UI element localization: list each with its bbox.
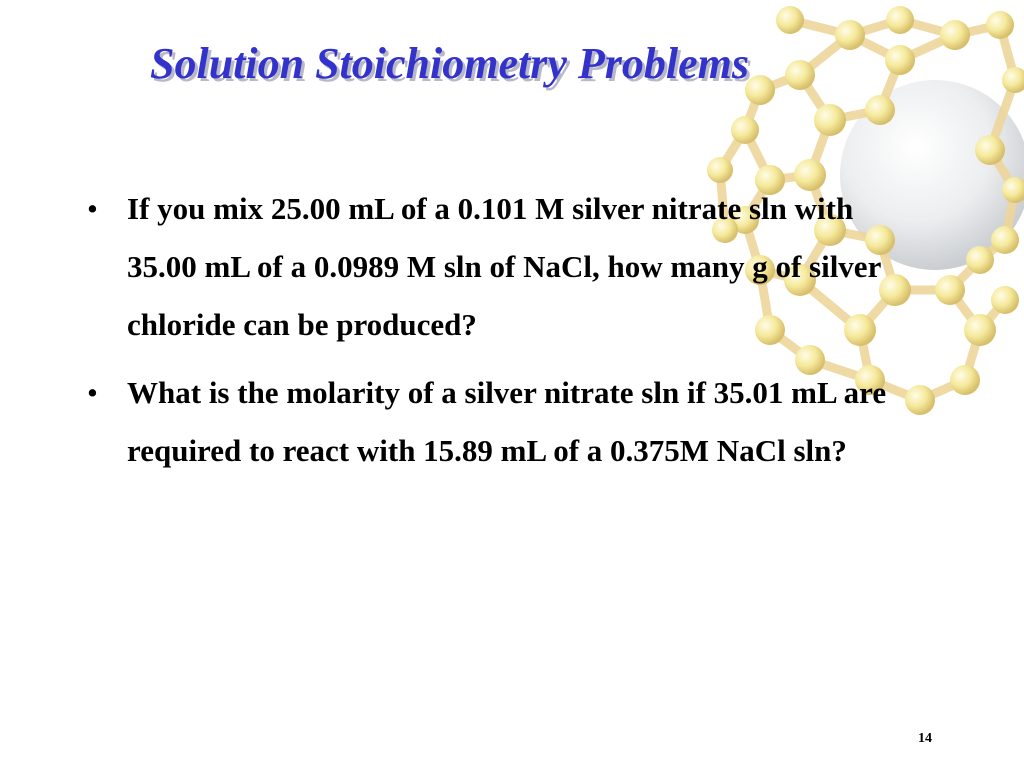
bullet-marker: • bbox=[87, 375, 98, 410]
page-number: 14 bbox=[918, 731, 932, 746]
bullet-item bbox=[85, 364, 925, 480]
bullet-marker: • bbox=[87, 191, 98, 226]
bullet-item bbox=[85, 180, 925, 354]
slide-title: Solution Stoichiometry Problems bbox=[150, 39, 749, 88]
bullet-text: What is the molarity of a silver nitrate sln if 35.01 mL are required to react with 15.89 mL of a 0.375M NaCl sln? bbox=[127, 375, 887, 468]
bullet-text: If you mix 25.00 mL of a 0.101 M silver nitrate sln with 35.00 mL of a 0.0989 M sln of NaCl, how many g of silver chloride can be produced? bbox=[127, 191, 881, 342]
bullet-list bbox=[85, 180, 925, 490]
